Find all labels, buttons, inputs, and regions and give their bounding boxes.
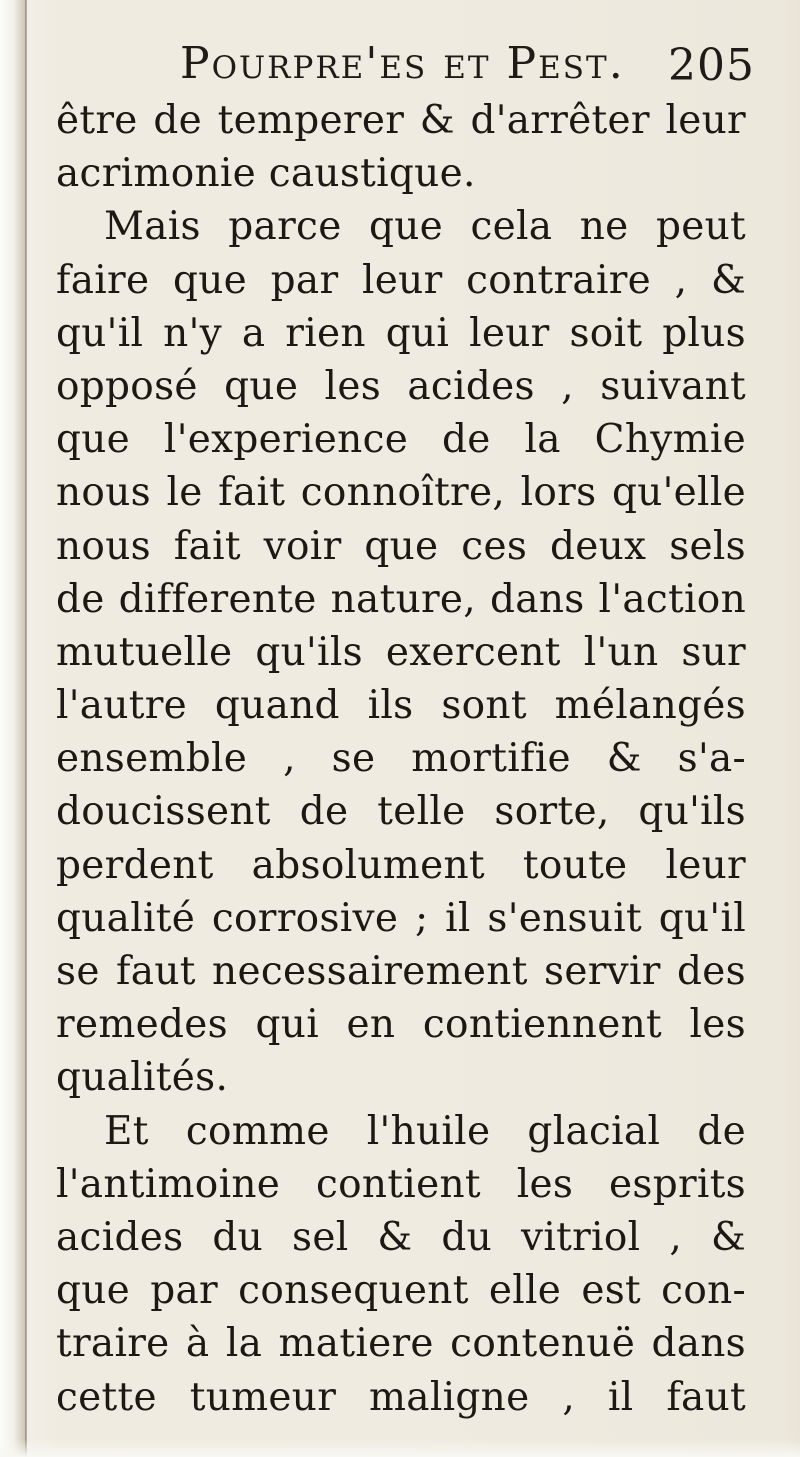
- text-line: que par consequent elle est con-: [56, 1268, 746, 1314]
- text-line: acrimonie caustique.: [56, 151, 476, 197]
- text-line: qu'il n'y a rien qui leur soit plus: [56, 310, 746, 356]
- text-line: se faut necessairement servir des: [56, 949, 746, 994]
- binding-edge: [25, 0, 27, 1457]
- text-line: être de temperer & d'arrêter leur: [56, 98, 746, 143]
- text-line: cette tumeur maligne , il faut: [56, 1374, 746, 1420]
- text-line: traire à la matiere contenuë dans: [56, 1321, 746, 1367]
- text-line: que l'experience de la Chymie: [56, 417, 746, 463]
- page-header: [0, 38, 800, 98]
- text-line: perdent absolument toute leur: [56, 842, 746, 888]
- text-line: l'autre quand ils sont mélangés: [56, 683, 746, 729]
- text-line: Mais parce que cela ne peut: [104, 204, 746, 250]
- text-line: qualité corrosive ; il s'ensuit qu'il: [56, 895, 746, 941]
- text-line: nous fait voir que ces deux sels: [56, 523, 746, 569]
- text-line: acides du sel & du vitriol , &: [56, 1214, 746, 1260]
- running-title: Pourpre'es et Pest.: [180, 38, 625, 89]
- body-text: [56, 94, 746, 1424]
- text-line: doucissent de telle sorte, qu'ils: [56, 789, 746, 835]
- page-number: 205: [668, 40, 755, 91]
- text-line: nous le fait connoître, lors qu'elle: [56, 470, 746, 516]
- text-line: l'antimoine contient les esprits: [56, 1161, 746, 1207]
- text-line: opposé que les acides , suivant: [56, 363, 746, 409]
- text-line: remedes qui en contiennent les: [56, 1002, 746, 1048]
- text-line: Et comme l'huile glacial de: [104, 1108, 746, 1154]
- text-line: qualités.: [56, 1055, 229, 1101]
- page-bottom-edge: [0, 1439, 800, 1457]
- text-line: de differente nature, dans l'action: [56, 576, 746, 622]
- text-line: mutuelle qu'ils exercent l'un sur: [56, 629, 746, 675]
- page-gutter: [0, 0, 26, 1457]
- text-line: ensemble , se mortifie & s'a-: [56, 736, 746, 782]
- text-line: faire que par leur contraire , &: [56, 257, 746, 303]
